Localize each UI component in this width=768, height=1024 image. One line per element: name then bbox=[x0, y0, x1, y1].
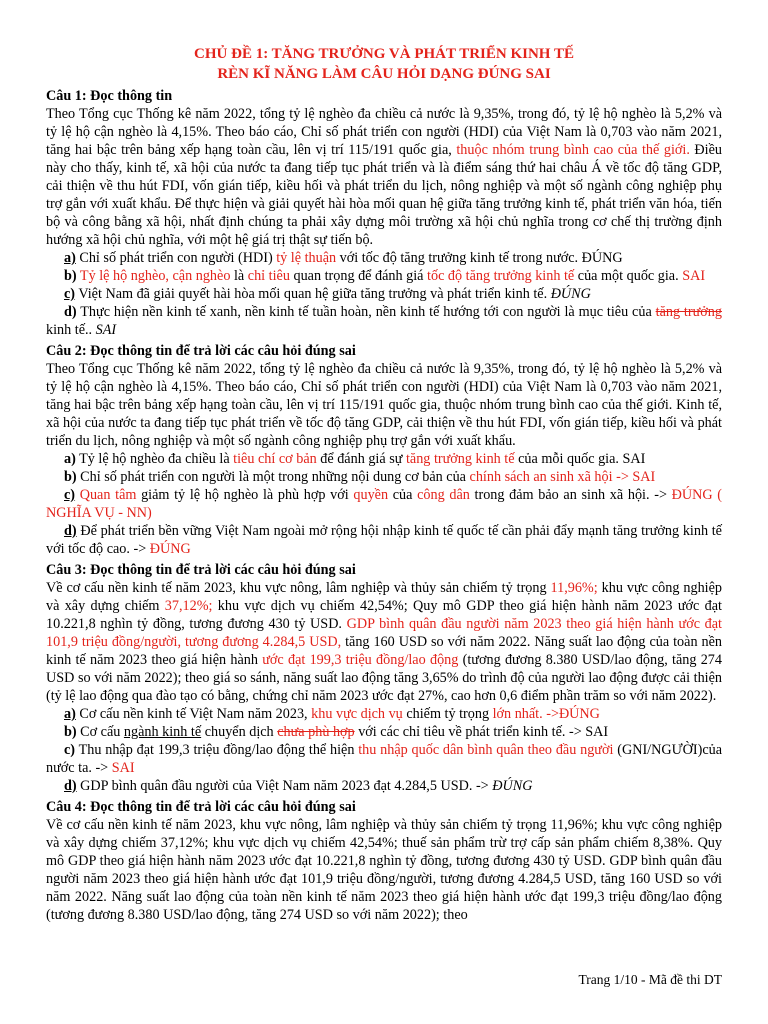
q3-option-c: c) Thu nhập đạt 199,3 triệu đồng/lao động thể hiện thu nhập quốc dân bình quân theo đầu người (GNI/NGƯỜI)của nước ta. -> SAI bbox=[46, 742, 723, 776]
q1-option-d: d) Thực hiện nền kinh tế xanh, nền kinh tế tuần hoàn, nền kinh tế hướng tới con người là mục tiêu của tăng trưởng kinh tế.. SAI bbox=[46, 304, 722, 338]
q1-option-a: a) Chỉ số phát triển con người (HDI) tỷ lệ thuận với tốc độ tăng trưởng kinh tế trong nước. ĐÚNG bbox=[64, 250, 623, 266]
q3-passage: Về cơ cấu nền kinh tế năm 2023, khu vực nông, lâm nghiệp và thủy sản chiếm tỷ trọng 11,96%; khu vực công nghiệp và xây dựng chiếm 37,12%; khu vực dịch vụ chiếm 42,54%; Quy mô GDP theo giá hiện hành năm 2023 ước đạt 10.221,8 nghìn tỷ đồng, tương đương 430 tỷ USD. GDP bình quân đầu người năm 2023 theo giá hiện hành ước đạt 101,9 triệu đồng/người, tương đương 4.284,5 USD, tăng 160 USD so với năm 2022. Năng suất lao động của toàn nền kinh tế năm 2023 theo giá hiện hành ước đạt 199,3 triệu đồng/lao động (tương đương 8.380 USD/lao động, tăng 274 USD so với năm 2022); theo giá so sánh, năng suất lao động tăng 3,65% do trình độ của người lao động được cải thiện (tỷ lệ lao động qua đào tạo có bằng, chứng chỉ năm 2023 ước đạt 27%, cao hơn 0,6 điểm phần trăm so với năm 2022). bbox=[46, 580, 722, 704]
q2-heading: Câu 2: Đọc thông tin để trả lời các câu hỏi đúng sai bbox=[46, 343, 356, 359]
page-subtitle: RÈN KĨ NĂNG LÀM CÂU HỎI DẠNG ĐÚNG SAI bbox=[217, 66, 551, 82]
q4-heading: Câu 4: Đọc thông tin để trả lời các câu hỏi đúng sai bbox=[46, 799, 356, 815]
q2-option-a: a) Tỷ lệ hộ nghèo đa chiều là tiêu chí cơ bản để đánh giá sự tăng trưởng kinh tế của mỗi quốc gia. SAI bbox=[64, 451, 646, 467]
page-footer: Trang 1/10 - Mã đề thi DT bbox=[578, 972, 722, 987]
q1-option-b: b) Tỷ lệ hộ nghèo, cận nghèo là chỉ tiêu quan trọng để đánh giá tốc độ tăng trưởng kinh tế của một quốc gia. SAI bbox=[64, 268, 706, 284]
page-title: CHỦ ĐỀ 1: TĂNG TRƯỞNG VÀ PHÁT TRIỂN KINH TẾ bbox=[194, 46, 574, 62]
q1-heading: Câu 1: Đọc thông tin bbox=[46, 88, 173, 104]
q1-option-c: c) Việt Nam đã giải quyết hài hòa mối quan hệ giữa tăng trưởng và phát triển kinh tế. ĐÚNG bbox=[64, 286, 591, 302]
q3-option-d: d) GDP bình quân đầu người của Việt Nam năm 2023 đạt 4.284,5 USD. -> ĐÚNG bbox=[64, 778, 533, 794]
q2-option-b: b) Chỉ số phát triển con người là một trong những nội dung cơ bản của chính sách an sinh xã hội -> SAI bbox=[64, 469, 656, 485]
q2-option-d: d) Để phát triển bền vững Việt Nam ngoài mở rộng hội nhập kinh tế quốc tế cần phải đẩy mạnh tăng trưởng kinh tế với tốc độ cao. -> ĐÚNG bbox=[46, 523, 722, 557]
q1-passage: Theo Tổng cục Thống kê năm 2022, tổng tỷ lệ nghèo đa chiều cả nước là 9,35%, trong đó, tỷ lệ hộ nghèo là 5,2% và tỷ lệ hộ cận nghèo là 4,15%. Theo báo cáo, Chỉ số phát triển con người (HDI) của Việt Nam là 0,703 vào năm 2021, tăng hai bậc trên bảng xếp hạng toàn cầu, lên vị trí 115/191 quốc gia, thuộc nhóm trung bình cao của thế giới. Điều này cho thấy, kinh tế, xã hội của nước ta đang tiếp tục phát triển và là điểm sáng thứ hai châu Á về tốc độ tăng GDP, cải thiện về thu hút FDI, vốn gián tiếp, kiều hối và phát triển du lịch, nông nghiệp và một số ngành công nghiệp phụ trợ gắn với xuất khẩu. Để thực hiện và giải quyết hài hòa mối quan hệ giữa tăng trưởng kinh tế, phát triển văn hóa, tiến bộ và công bằng xã hội, nhất định chúng ta phải xây dựng môi trường xã hội chủ nghĩa trong cơ chế thị trường định hướng xã hội chủ nghĩa, với một hệ giá trị thật sự tiến bộ. bbox=[46, 106, 722, 248]
q4-passage: Về cơ cấu nền kinh tế năm 2023, khu vực nông, lâm nghiệp và thủy sản chiếm tỷ trọng 11,96%; khu vực công nghiệp và xây dựng chiếm 37,12%; khu vực dịch vụ chiếm 42,54%; thuế sản phẩm trừ trợ cấp sản phẩm chiếm 8,38%. Quy mô GDP theo giá hiện hành năm 2023 ước đạt 10.221,8 nghìn tỷ đồng, tương đương 430 tỷ USD. GDP bình quân đầu người năm 2023 theo giá hiện hành ước đạt 101,9 triệu đồng/người, tương đương 4.284,5 USD, tăng 160 USD so với năm 2022. Năng suất lao động của toàn nền kinh tế năm 2023 theo giá hiện hành ước đạt 199,3 triệu đồng/lao động (tương đương 8.380 USD/lao động, tăng 274 USD so với năm 2022); theo bbox=[46, 817, 722, 923]
q3-option-a: a) Cơ cấu nền kinh tế Việt Nam năm 2023, khu vực dịch vụ chiếm tỷ trọng lớn nhất. ->ĐÚNG bbox=[64, 706, 600, 722]
q3-heading: Câu 3: Đọc thông tin để trả lời các câu hỏi đúng sai bbox=[46, 562, 356, 578]
document-page bbox=[46, 44, 722, 924]
q2-option-c: c) Quan tâm giảm tỷ lệ hộ nghèo là phù hợp với quyền của công dân trong đảm bảo an sinh xã hội. -> ĐÚNG ( NGHĨA VỤ - NN) bbox=[46, 487, 723, 521]
q2-passage: Theo Tổng cục Thống kê năm 2022, tổng tỷ lệ nghèo đa chiều cả nước là 9,35%, trong đó, tỷ lệ hộ nghèo là 5,2% và tỷ lệ hộ cận nghèo là 4,15%. Theo báo cáo, Chỉ số phát triển con người (HDI) của Việt Nam là 0,703 vào năm 2021, tăng hai bậc trên bảng xếp hạng toàn cầu, lên vị trí 115/191 quốc gia, thuộc nhóm trung bình cao của thế giới. Kinh tế, xã hội của nước ta đang tiếp tục phát triển về tốc độ tăng GDP, cải thiện về thu hút FDI, vốn gián tiếp, kiều hối và phát triển du lịch, nông nghiệp và một số ngành công nghiệp phụ trợ gắn với xuất khẩu. bbox=[46, 361, 722, 449]
q3-option-b: b) Cơ cấu ngành kinh tế chuyển dịch chưa phù hợp với các chỉ tiêu về phát triển kinh tế. -> SAI bbox=[64, 724, 609, 740]
